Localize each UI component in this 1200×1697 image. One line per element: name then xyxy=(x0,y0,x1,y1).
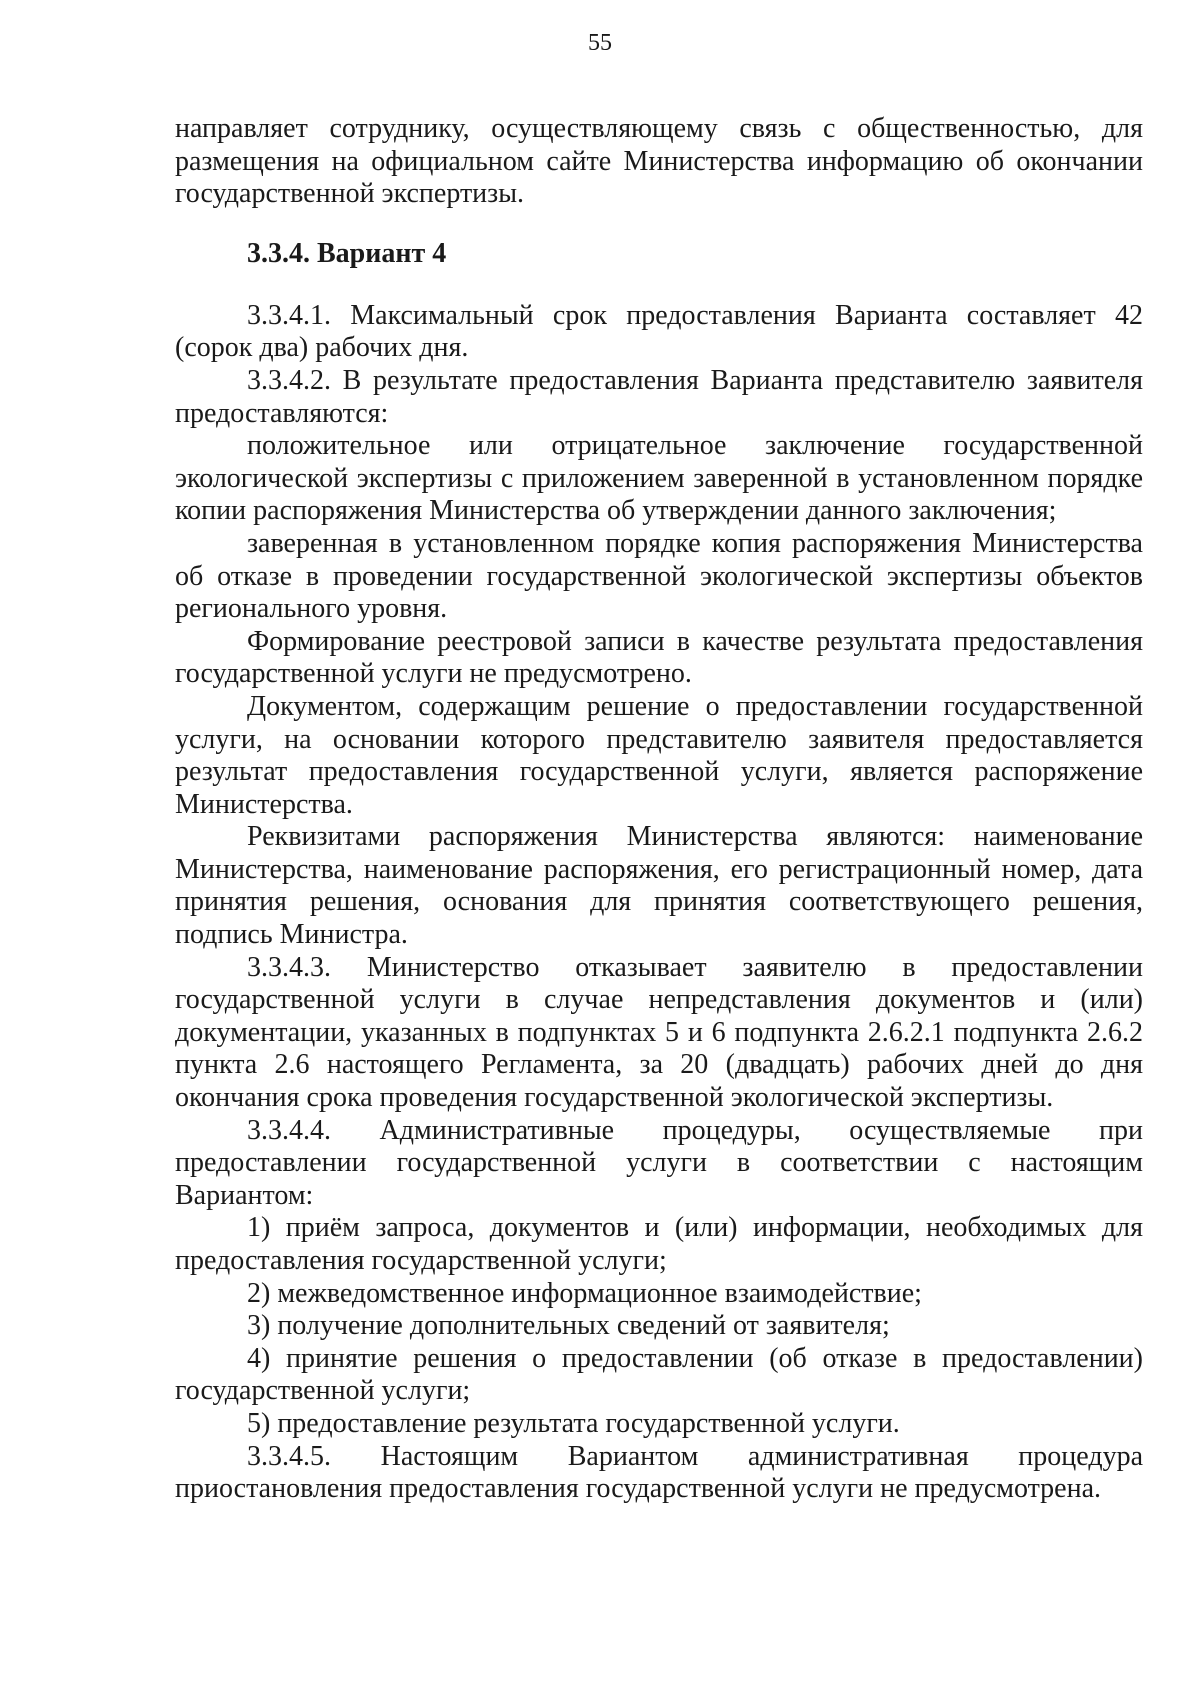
paragraph-3-3-4-3: 3.3.4.3. Министерство отказывает заявителю в предоставлении государственной услуги в случае непредставления документов и (или) документации, указанных в подпунктах 5 и 6 подпункта 2.6.2.1 подпункта 2.6.2 пункта 2.6 настоящего Регламента, за 20 (двадцать) рабочих дней до дня окончания срока проведения государственной экологической экспертизы. xyxy=(175,951,1143,1114)
procedure-item-5: 5) предоставление результата государственной услуги. xyxy=(247,1407,900,1439)
procedure-item-4: 4) принятие решения о предоставлении (об отказе в предоставлении) государственной услуги; xyxy=(175,1342,1143,1407)
procedure-item-1: 1) приём запроса, документов и (или) информации, необходимых для предоставления государственной услуги; xyxy=(175,1212,1143,1276)
paragraph-continuation: направляет сотруднику, осуществляющему связь с общественностью, для размещения на официальном сайте Министерства информацию об окончании государственной экспертизы. xyxy=(175,113,1143,210)
page-number: 55 xyxy=(588,30,612,56)
paragraph-3-3-4-5: 3.3.4.5. Настоящим Вариантом административная процедура приостановления предоставления государственной услуги не предусмотрена. xyxy=(175,1440,1143,1505)
document-body xyxy=(175,113,1143,1506)
paragraph-registry-record: Формирование реестровой записи в качестве результата предоставления государственной услуги не предусмотрено. xyxy=(175,625,1143,690)
paragraph-3-3-4-2: 3.3.4.2. В результате предоставления Варианта представителю заявителя предоставляются: xyxy=(175,364,1143,429)
procedure-item-2: 2) межведомственное информационное взаимодействие; xyxy=(247,1277,922,1309)
section-heading: 3.3.4. Вариант 4 xyxy=(247,237,447,269)
paragraph-decision-document: Документом, содержащим решение о предоставлении государственной услуги, на основании которого представителю заявителя предоставляется результат предоставления государственной услуги, является распоряжение Министерства. xyxy=(175,690,1143,820)
result-item-positive-negative: положительное или отрицательное заключение государственной экологической экспертизы с приложением заверенной в установленном порядке копии распоряжения Министерства об утверждении данного заключения; xyxy=(175,430,1143,527)
paragraph-3-3-4-4: 3.3.4.4. Административные процедуры, осуществляемые при предоставлении государственной услуги в соответствии с настоящим Вариантом: xyxy=(175,1114,1143,1211)
paragraph-requisites: Реквизитами распоряжения Министерства являются: наименование Министерства, наименование распоряжения, его регистрационный номер, дата принятия решения, основания для принятия соответствующего решения, подпись Министра. xyxy=(175,821,1143,951)
paragraph-3-3-4-1: 3.3.4.1. Максимальный срок предоставления Варианта составляет 42 (сорок два) рабочих дня. xyxy=(175,299,1143,364)
procedure-item-3: 3) получение дополнительных сведений от заявителя; xyxy=(247,1310,890,1342)
result-item-refusal-copy: заверенная в установленном порядке копия распоряжения Министерства об отказе в проведении государственной экологической экспертизы объектов регионального уровня. xyxy=(175,527,1143,625)
